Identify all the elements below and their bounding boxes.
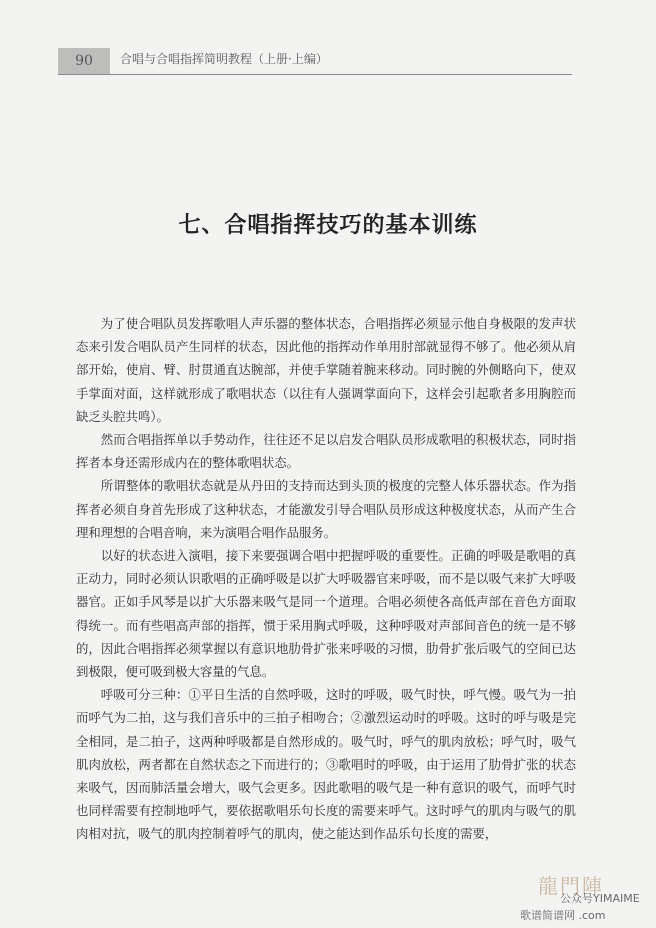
- chapter-title: 七、合唱指挥技巧的基本训练: [178, 213, 478, 238]
- paragraph: 呼吸可分三种：①平日生活的自然呼吸，这时的呼吸，吸气时快，呼气慢。吸气为一拍而呼气为二拍，这与我们音乐中的三拍子相吻合；②激烈运动时的呼吸。这时的呼与吸是完全相同，是二拍子，这两种呼吸都是自然形成的。吸气时，呼气的肌肉放松；呼气时，吸气肌肉放松，两者都在自然状态之下而进行的；③歌唱时的呼吸，由于运用了肋骨扩张的状态来吸气，因而肺活量会增大，吸气会更多。因此歌唱的吸气是一种有意识的吸气，而呼气时也同样需要有控制地呼气，要依据歌唱乐句长度的需要来呼气。这时呼气的肌肉与吸气的肌肉相对抗，吸气的肌肉控制着呼气的肌肉，使之能达到作品乐句长度的需要，: [76, 687, 576, 842]
- page-number-box: [58, 48, 110, 74]
- header-rule: [58, 74, 572, 75]
- paragraph: 所谓整体的歌唱状态就是从丹田的支持而达到头顶的极度的完整人体乐器状态。作为指挥者必须自身首先形成了这种状态，才能激发引导合唱队员形成这种极度状态，从而产生合理和理想的合唱音响，来为演唱合唱作品服务。: [76, 478, 576, 540]
- page-number: 90: [75, 53, 93, 69]
- running-header-title: 合唱与合唱指挥简明教程（上册·上编）: [120, 52, 328, 66]
- watermark-logo: 龍門陣: [538, 874, 604, 898]
- watermark-wechat: 公众号YIMAIME: [560, 892, 640, 905]
- watermark-site: 歌谱简谱网 .com: [520, 909, 606, 922]
- body-text: [76, 312, 576, 846]
- paragraph: 以好的状态进入演唱，接下来要强调合唱中把握呼吸的重要性。正确的呼吸是歌唱的真正动力，同时必须认识歌唱的正确呼吸是以扩大呼吸器官来呼吸，而不是以吸气来扩大呼吸器官。正如手风琴是以扩大乐器来吸气是同一个道理。合唱必须使各高低声部在音色方面取得统一。而有些唱高声部的指挥，惯于采用胸式呼吸，这种呼吸对声部间音色的统一是不够的，因此合唱指挥必须掌握以有意识地肋骨扩张来呼吸的习惯，肋骨扩张后吸气的空间已达到极限，便可吸到极大容量的气息。: [76, 548, 576, 680]
- paragraph: 然而合唱指挥单以手势动作，往往还不足以启发合唱队员形成歌唱的积极状态，同时指挥者本身还需形成内在的整体歌唱状态。: [76, 432, 576, 471]
- paragraph: 为了使合唱队员发挥歌唱人声乐器的整体状态，合唱指挥必须显示他自身极限的发声状态来引发合唱队员产生同样的状态，因此他的指挥动作单用肘部就显得不够了。他必须从肩部开始，使肩、臂、肘贯通直达腕部，并使手掌随着腕来移动。同时腕的外侧略向下，使双手掌面对面，这样就形成了歌唱状态（以往有人强调掌面向下，这样会引起歌者多用胸腔而缺乏头腔共鸣）。: [76, 316, 576, 424]
